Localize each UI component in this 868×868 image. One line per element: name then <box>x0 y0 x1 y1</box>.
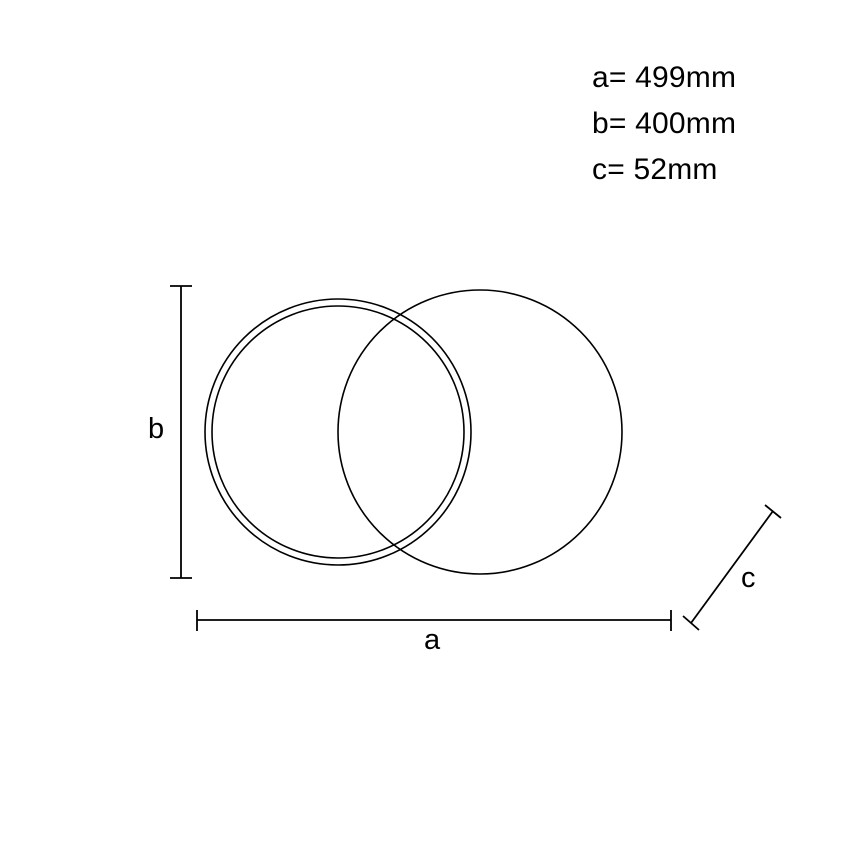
dimension-tick-c-bottom <box>683 616 699 630</box>
dimension-label-c: c <box>741 562 756 594</box>
dimension-label-a: a <box>424 624 441 656</box>
dimension-line-c <box>691 511 773 623</box>
legend-line-a: a= 499mm <box>592 61 737 94</box>
legend-line-b: b= 400mm <box>592 107 737 140</box>
dimension-label-b: b <box>148 413 165 445</box>
plain-circle <box>338 290 622 574</box>
legend-line-c: c= 52mm <box>592 153 718 186</box>
dimension-tick-c-top <box>765 505 781 518</box>
legend <box>592 55 736 193</box>
